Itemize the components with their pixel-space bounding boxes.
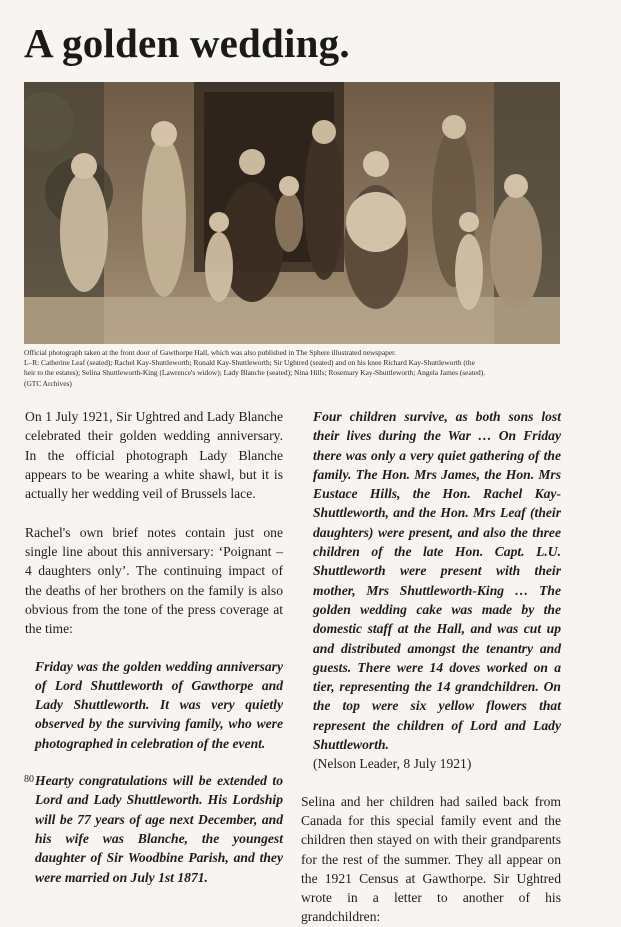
quote-source: (Nelson Leader, 8 July 1921) — [313, 756, 472, 772]
photo-caption — [24, 348, 560, 389]
page-title: A golden wedding. — [24, 20, 350, 66]
caption-line: Official photograph taken at the front door of Gawthorpe Hall, which was also published in The Sphere illustrated newspaper. — [24, 348, 397, 357]
press-quote: Hearty congratulations will be extended to Lord and Lady Shuttleworth. His Lordship will be 77 years of age next December, and his wife was Blanche, the youngest daughter of Sir Woodbine Parish, and they were married on July 1st 1871. — [35, 773, 283, 885]
family-photograph — [24, 82, 560, 344]
press-quote: Four children survive, as both sons lost their lives during the War … On Friday there was only a very quiet gathering of the family. The Hon. Mrs James, the Hon. Mrs Eustace Hills, the Hon. Rachel Kay-Shuttleworth, and the Hon. Mrs Leaf (their daughters) were present, and also the three children of the late Hon. Capt. L.U. Shuttleworth were present with their mother, Mrs Shuttleworth-King … The golden wedding cake was made by the domestic staff at the Hall, and was cut up and distributed amongst the tenantry and guests. There were 14 doves worked on a tier, representing the 14 grandchildren. On the top were six yellow flowers that represent the children of Lord and Lady Shuttleworth. — [313, 409, 561, 753]
caption-line: heir to the estates); Selina Shuttleworth-King (Lawrence's widow); Lady Blanche (seated); Nina Hills; Rosemary Kay-Shuttleworth; Angela James (seated). — [24, 368, 486, 378]
press-quote: Friday was the golden wedding anniversary of Lord Shuttleworth of Gawthorpe and Lady Shuttleworth. It was very quietly observed by the surviving family, who were photographed in celebration of the event. — [35, 658, 283, 751]
caption-line: (GTC Archives) — [24, 378, 72, 388]
body-paragraph: On 1 July 1921, Sir Ughtred and Lady Blanche celebrated their golden wedding anniversary. In the official photograph Lady Blanche appears to be wearing a white shawl, but it is actually her wedding veil of Brussels lace. — [25, 409, 283, 502]
family-photograph-image — [24, 82, 560, 344]
body-paragraph: Selina and her children had sailed back from Canada for this special family event and the children then stayed on with their grandparents for the rest of the summer. They all appear on the 1921 Census at Gawthorpe. Sir Ughtred wrote in a letter to another of his grandchildren: — [301, 793, 561, 925]
caption-line: L–R: Catherine Leaf (seated); Rachel Kay-Shuttleworth; Ronald Kay-Shuttleworth; Sir Ughtred (seated) and on his knee Richard Kay-Shuttleworth (the — [24, 358, 475, 368]
left-column — [25, 407, 283, 887]
body-paragraph: Rachel's own brief notes contain just one single line about this anniversary: ‘Poignant – 4 daughters only’. The continuing impact of the deaths of her brothers on the family is also obvious from the tone of the press coverage at the time: — [25, 524, 283, 637]
right-column — [301, 407, 561, 927]
page-number: 80 — [24, 774, 34, 785]
